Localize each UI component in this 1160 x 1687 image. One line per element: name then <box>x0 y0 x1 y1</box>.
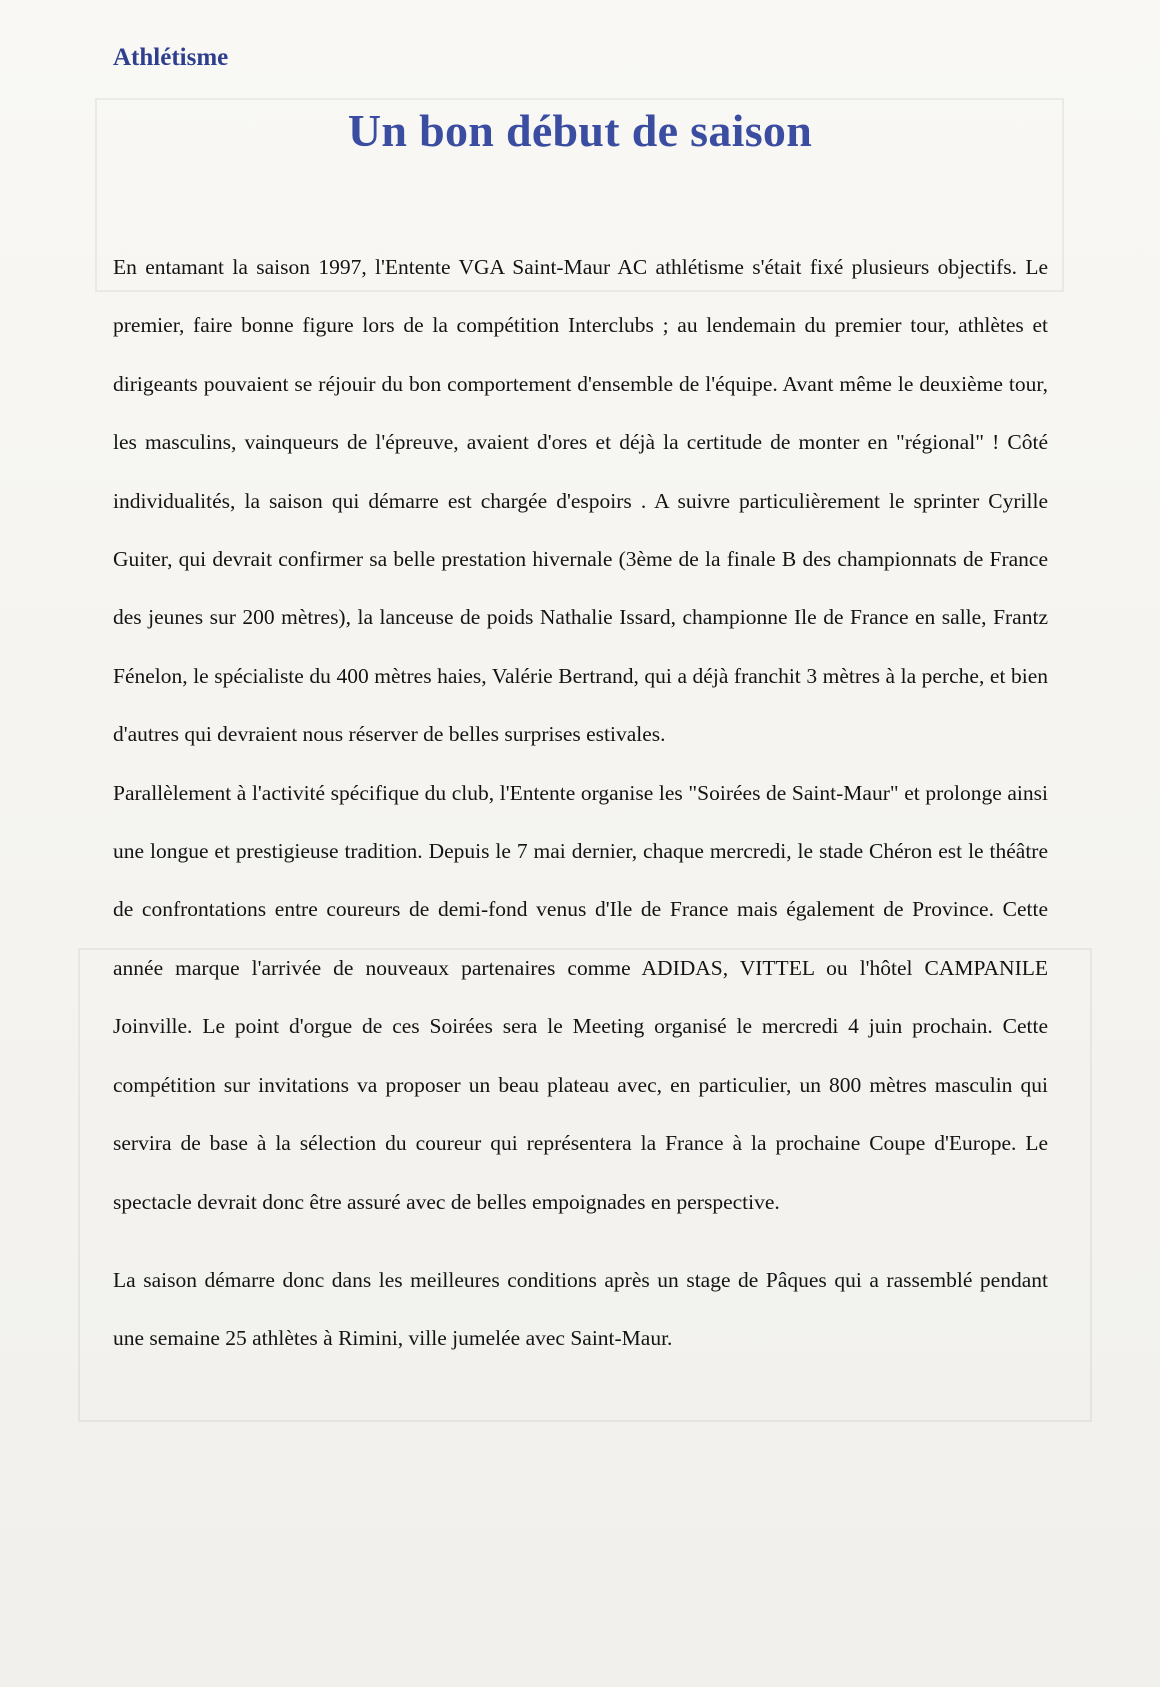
paragraph-2: Parallèlement à l'activité spécifique du club, l'Entente organise les "Soirées de Saint-Maur" et prolonge ainsi une longue et prestigieuse tradition. Depuis le 7 mai dernier, chaque mercredi, le stade Chéron est le théâtre de confrontations entre coureurs de demi-fond venus d'Ile de France mais également de Province. Cette année marque l'arrivée de nouveaux partenaires comme ADIDAS, VITTEL ou l'hôtel CAMPANILE Joinville. Le point d'orgue de ces Soirées sera le Meeting organisé le mercredi 4 juin prochain. Cette compétition sur invitations va proposer un beau plateau avec, en particulier, un 800 mètres masculin qui servira de base à la sélection du coureur qui représentera la France à la prochaine Coupe d'Europe. Le spectacle devrait donc être assuré avec de belles empoignades en perspective. <box>113 780 1048 1214</box>
paragraph-1: En entamant la saison 1997, l'Entente VGA Saint-Maur AC athlétisme s'était fixé plusieurs objectifs. Le premier, faire bonne figure lors de la compétition Interclubs ; au lendemain du premier tour, athlètes et dirigeants pouvaient se réjouir du bon comportement d'ensemble de l'équipe. Avant même le deuxième tour, les masculins, vainqueurs de l'épreuve, avaient d'ores et déjà la certitude de monter en "régional" ! Côté individualités, la saison qui démarre est chargée d'espoirs . A suivre particulièrement le sprinter Cyrille Guiter, qui devrait confirmer sa belle prestation hivernale (3ème de la finale B des championnats de France des jeunes sur 200 mètres), la lanceuse de poids Nathalie Issard, championne Ile de France en salle, Frantz Fénelon, le spécialiste du 400 mètres haies, Valérie Bertrand, qui a déjà franchit 3 mètres à la perche, et bien d'autres qui devraient nous réserver de belles surprises estivales. <box>113 255 1048 747</box>
paragraph-3: La saison démarre donc dans les meilleures conditions après un stage de Pâques qui a rassemblé pendant une semaine 25 athlètes à Rimini, ville jumelée avec Saint-Maur. <box>113 1267 1048 1351</box>
article-body <box>113 238 1048 1368</box>
page-title: Un bon début de saison <box>347 105 813 156</box>
section-label: Athlétisme <box>113 44 229 71</box>
